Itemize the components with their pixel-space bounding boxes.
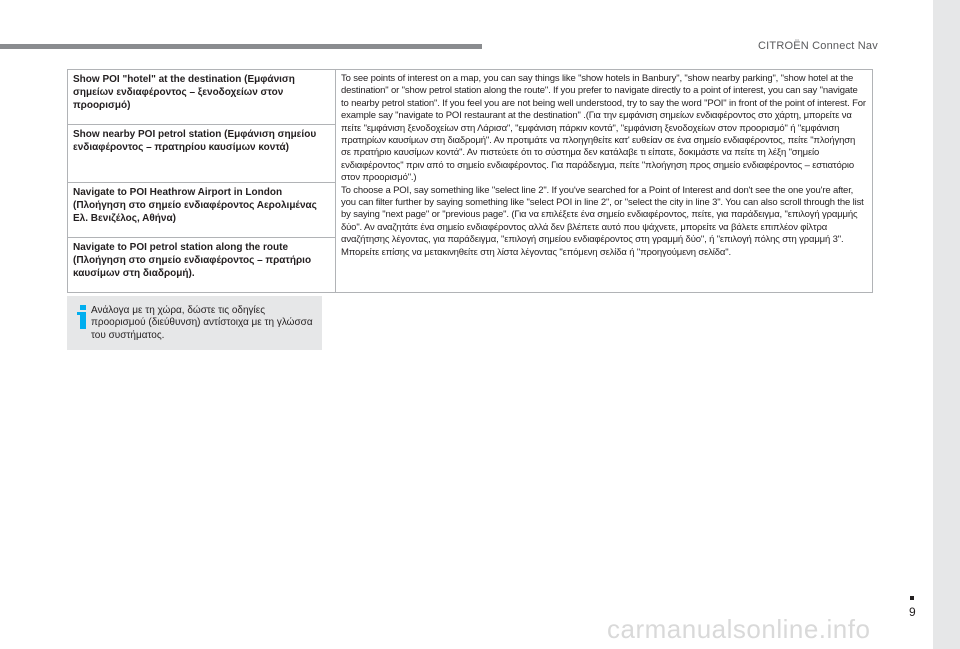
info-note-text: Ανάλογα με τη χώρα, δώστε τις οδηγίες προορισμού (διεύθυνση) αντίστοιχα με τη γλώσσα του συστήματος. (91, 305, 313, 341)
page-number: 9 (909, 605, 916, 619)
command-cell: Show nearby POI petrol station (Εμφάνιση σημείου ενδιαφέροντος – πρατηρίου καυσίμων κοντά) (68, 125, 336, 183)
page-edge-strip (933, 0, 960, 649)
header-title: CITROËN Connect Nav (758, 40, 878, 52)
info-note (67, 296, 322, 350)
watermark: carmanualsonline.info (607, 614, 871, 644)
header-rule (0, 44, 482, 49)
page-marker (910, 596, 914, 600)
info-icon (76, 305, 90, 329)
command-cell: Show POI "hotel" at the destination (Εμφάνιση σημείων ενδιαφέροντος – ξενοδοχείων στον προορισμό) (68, 70, 336, 125)
description-cell (336, 70, 873, 293)
command-cell: Navigate to POI petrol station along the route (Πλοήγηση στο σημείο ενδιαφέροντος – πρατήριο καυσίμων στη διαδρομή). (68, 238, 336, 293)
description-text: To see points of interest on a map, you can say things like "show hotels in Banbury", "show nearby parking", "show hotel at the destination" or "show petrol station along the route". If you prefer to navigate directly to a point of interest, you can say "navigate to nearby petrol station". If you feel you are not being well understood, try to say the word "POI" in front of the point of interest. For example say "navigate to POI restaurant at the destination" .(Για την εμφάνιση σημείων ενδιαφέροντος στο χάρτη, μπορείτε να πείτε "εμφάνιση ξενοδοχείων στη Λάρισα", "εμφάνιση πάρκιν κοντά", "εμφάνιση ξενοδοχείων στον προορισμό" ή "εμφάνιση πρατηρίων καυσίμων στη διαδρομή". Αν προτιμάτε να πλοηγηθείτε κατ' ευθείαν σε ένα σημείο ενδιαφέροντος, πείτε "πλοήγηση σε πρατήριο καυσίμων κοντά". Αν πιστεύετε ότι το σύστημα δεν κατάλαβε τι είπατε, δοκιμάστε να πείτε τη λέξη "σημείο ενδιαφέροντος" πριν από το σημείο ενδιαφέροντος. Για παράδειγμα, πείτε "πλοήγηση προς σημείο ενδιαφέροντος – εστιατόριο στον προορισμό".) To choose a POI, say something like "select line 2". If you've searched for a Point of Interest and don't see the one you're after, you can filter further by saying something like "select POI in line 2", or "select the city in line 3". You can also scroll through the list by saying "next page" or "previous page". (Για να επιλέξετε ένα σημείο ενδιαφέροντος, πείτε, για παράδειγμα, "επιλογή γραμμής δύο". Αν αναζητάτε ένα σημείο ενδιαφέροντος αλλά δεν βλέπετε αυτό που ψάχνετε, μπορείτε να βάλετε επιπλέον φίλτρα αναζήτησης λέγοντας, για παράδειγμα, "επιλογή σημείου ενδιαφέροντος στη γραμμή δύο", ή "επιλογή πόλης στη γραμμή 3". Μπορείτε επίσης να μετακινηθείτε στη λίστα λέγοντας "επόμενη σελίδα ή "προηγούμενη σελίδα". (341, 73, 866, 258)
command-cell: Navigate to POI Heathrow Airport in London (Πλοήγηση στο σημείο ενδιαφέροντος Αερολιμένας Ελ. Βενιζέλος, Αθήνα) (68, 183, 336, 238)
table-row (68, 70, 873, 125)
voice-commands-table (67, 69, 873, 293)
